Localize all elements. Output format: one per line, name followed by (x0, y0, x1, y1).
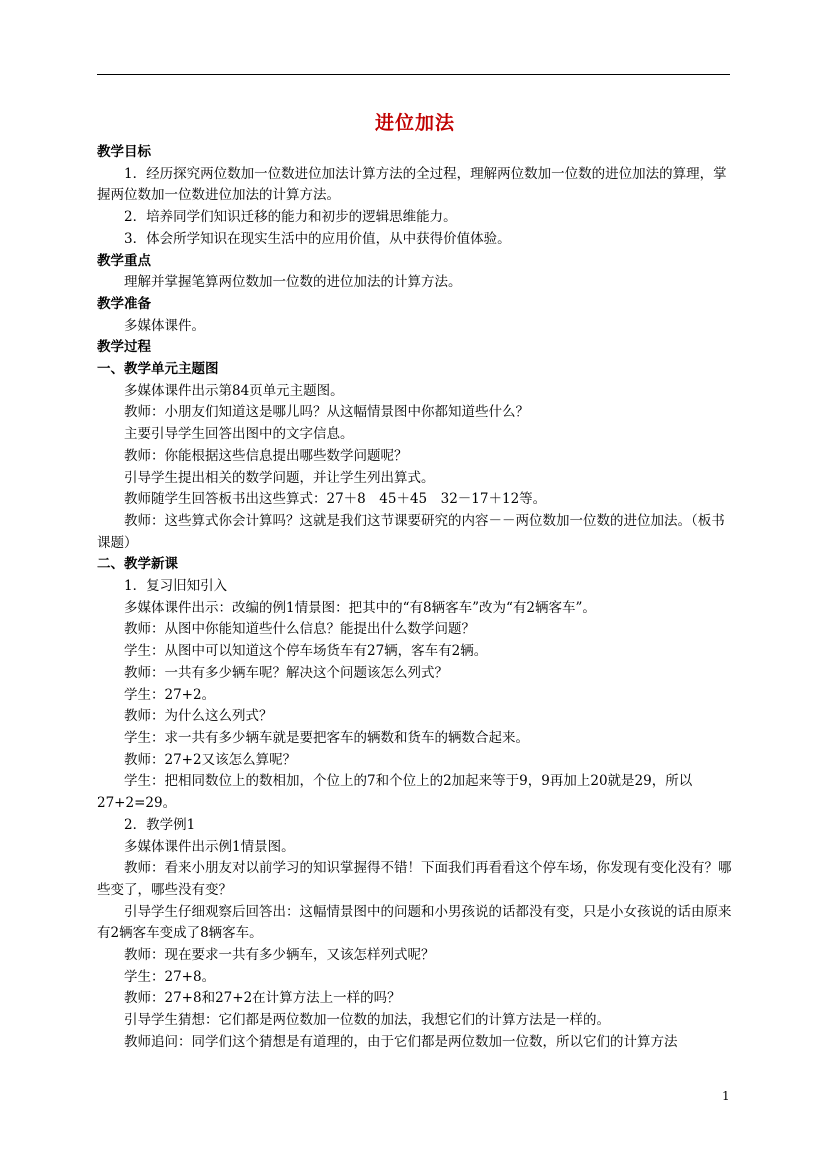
paragraph-line: 引导学生提出相关的数学问题，并让学生列出算式。 (124, 469, 435, 486)
paragraph-line: 2．培养同学们知识迁移的能力和初步的逻辑思维能力。 (124, 209, 457, 226)
paragraph-line: 多媒体课件。 (124, 317, 205, 334)
document-body (97, 110, 733, 1054)
paragraph-line: 教师随学生回答板书出这些算式：27＋8 45＋45 32－17＋12等。 (124, 491, 547, 508)
paragraph-line: 引导学生猜想：它们都是两位数加一位数的加法，我想它们的计算方法是一样的。 (124, 1012, 610, 1029)
section-heading: 教学重点 (97, 252, 151, 269)
paragraph-line: 理解并掌握笔算两位数加一位数的进位加法的计算方法。 (124, 274, 462, 291)
paragraph-line: 教师：从图中你能知道些什么信息？能提出什么数学问题？ (124, 621, 475, 638)
paragraph-line: 学生：求一共有多少辆车就是要把客车的辆数和货车的辆数合起来。 (124, 729, 529, 746)
section-heading: 一、教学单元主题图 (97, 361, 219, 378)
paragraph-line: 主要引导学生回答出图中的文字信息。 (124, 426, 354, 443)
section-heading: 教学准备 (97, 295, 151, 312)
paragraph-line: 学生：把相同数位上的数相加，个位上的7和个位上的2加起来等于9，9再加上20就是29，所以27+2=29。 (97, 773, 693, 812)
paragraph-line: 教师：27+2又该怎么算呢？ (124, 751, 297, 768)
document-lines (97, 142, 733, 1054)
page-number: 1 (722, 1089, 730, 1103)
paragraph-line: 教师：小朋友们知道这是哪儿吗？从这幅情景图中你都知道些什么？ (124, 404, 529, 421)
paragraph-line: 学生：27+8。 (124, 968, 216, 985)
paragraph-line: 多媒体课件出示：改编的例1情景图：把其中的“有8辆客车”改为“有2辆客车”。 (124, 599, 596, 616)
paragraph-line: 多媒体课件出示第84页单元主题图。 (124, 382, 344, 399)
paragraph-line: 教师：一共有多少辆车呢？解决这个问题该怎么列式？ (124, 664, 448, 681)
section-heading: 教学过程 (97, 339, 151, 356)
paragraph-line: 1．复习旧知引入 (124, 578, 228, 595)
paragraph-line: 学生：27+2。 (124, 686, 216, 703)
paragraph-line: 教师：27+8和27+2在计算方法上一样的吗？ (124, 990, 401, 1007)
paragraph-line: 教师：你能根据这些信息提出哪些数学问题呢？ (124, 447, 408, 464)
section-heading: 教学目标 (97, 144, 151, 160)
paragraph-line: 教师：现在要求一共有多少辆车，又该怎样列式呢？ (124, 947, 435, 964)
paragraph-line: 教师：这些算式你会计算吗？这就是我们这节课要研究的内容－－两位数加一位数的进位加法。（板书课题） (97, 512, 725, 551)
paragraph-line: 学生：从图中可以知道这个停车场货车有27辆，客车有2辆。 (124, 643, 488, 660)
paragraph-line: 教师追问：同学们这个猜想是有道理的，由于它们都是两位数加一位数，所以它们的计算方法 (124, 1033, 678, 1050)
paragraph-line: 1．经历探究两位数加一位数进位加法计算方法的全过程，理解两位数加一位数的进位加法的算理，掌握两位数加一位数进位加法的计算方法。 (97, 165, 727, 204)
paragraph-line: 2．教学例1 (124, 816, 196, 833)
paragraph-line: 引导学生仔细观察后回答出：这幅情景图中的问题和小男孩说的话都没有变，只是小女孩说的话由原来有2辆客车变成了8辆客车。 (97, 903, 732, 942)
header-rule (97, 74, 730, 75)
document-title: 进位加法 (374, 112, 455, 134)
paragraph-line: 多媒体课件出示例1情景图。 (124, 838, 295, 855)
paragraph-line: 教师：看来小朋友对以前学习的知识掌握得不错！下面我们再看看这个停车场，你发现有变化没有？哪些变了，哪些没有变？ (97, 860, 732, 898)
section-heading: 二、教学新课 (97, 556, 178, 573)
paragraph-line: 教师：为什么这么列式？ (124, 708, 273, 725)
paragraph-line: 3．体会所学知识在现实生活中的应用价值，从中获得价值体验。 (124, 230, 511, 247)
